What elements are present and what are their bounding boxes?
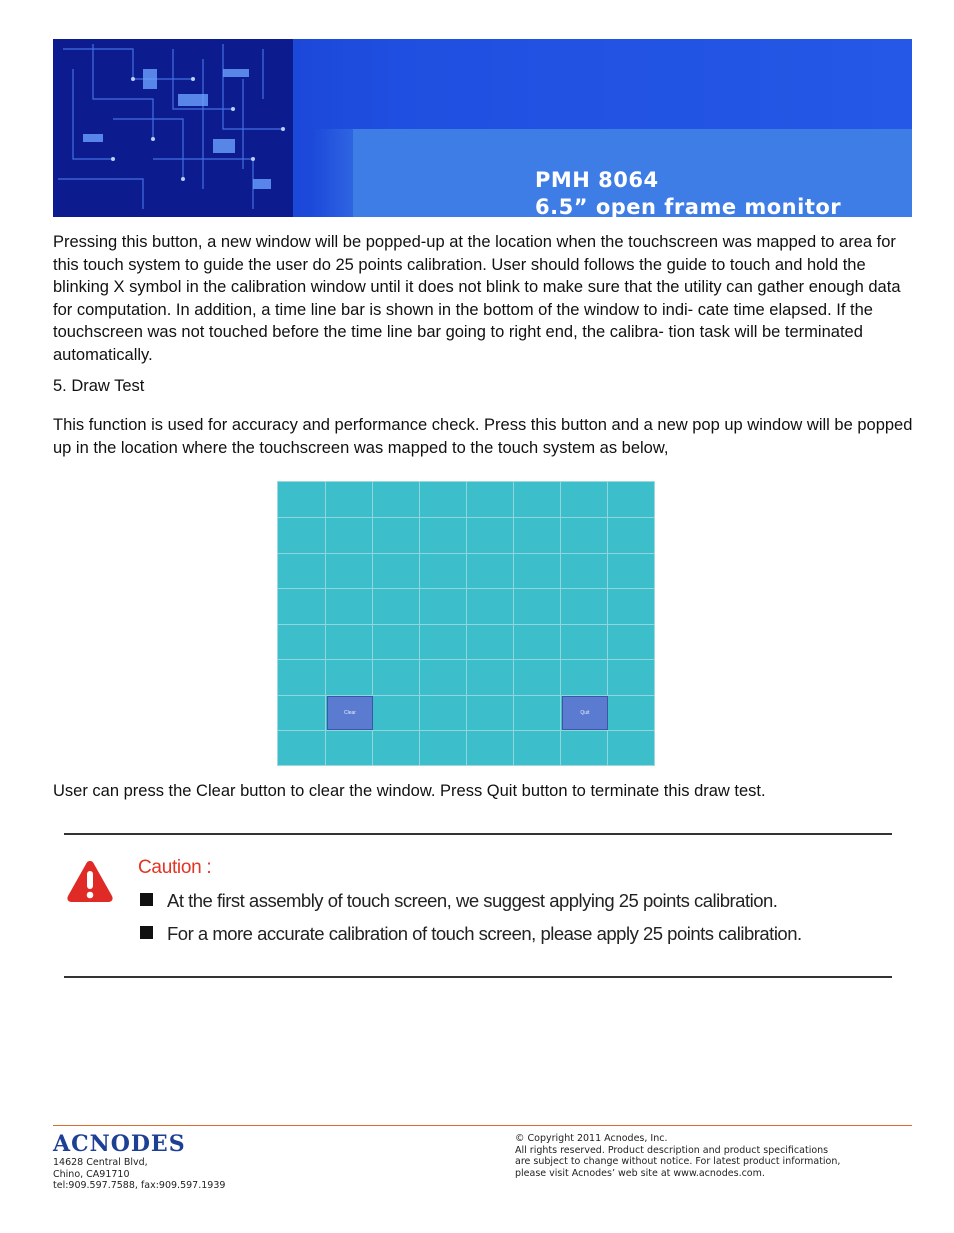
bullet-square-icon: [140, 926, 153, 939]
section-heading-draw-test: 5. Draw Test: [53, 377, 145, 395]
title-description: 6.5” open frame monitor: [535, 195, 842, 217]
draw-test-instructions: User can press the Clear button to clear the window. Press Quit button to terminate this draw test.: [53, 782, 766, 800]
draw-test-paragraph: This function is used for accuracy and performance check. Press this button and a new pop up window will be popped up in the location where the touchscreen was mapped to the touch system as below,: [53, 416, 913, 457]
caution-bottom-divider: [64, 976, 892, 978]
circuit-board-image: [53, 39, 293, 217]
copyright-line: are subject to change without notice. For latest product information,: [515, 1156, 841, 1167]
caution-item-text: At the first assembly of touch screen, we suggest applying 25 points calibration.: [167, 890, 778, 911]
warning-triangle-icon: [66, 858, 114, 904]
acnodes-logo: ACNODES: [53, 1131, 186, 1157]
grid-line: [278, 517, 654, 518]
address-line: 14628 Central Blvd,: [53, 1157, 148, 1168]
copyright-line: All rights reserved. Product description and product specifications: [515, 1144, 829, 1156]
grid-line: [278, 553, 654, 554]
caution-item-text: For a more accurate calibration of touch screen, please apply 25 points calibration.: [167, 923, 802, 944]
copyright-line: © Copyright 2011 Acnodes, Inc.: [515, 1133, 668, 1144]
grid-line: [278, 730, 654, 731]
grid-line: [278, 659, 654, 660]
address-line: Chino, CA91710: [53, 1168, 130, 1180]
calibration-paragraph: Pressing this button, a new window will be popped-up at the location when the touchscreen was mapped to area for this touch system to guide the user do 25 points calibration. User should follows the guide to touch and hold the blinking X symbol in the calibration window until it does not blink to make sure that the utility can gather enough data for computation. In addition, a time line bar is shown in the bottom of the window to indi- cate time elapsed. If the touchscreen was not touched before the time line bar going to right end, the calibra- tion task will be terminated automatically.: [53, 233, 901, 364]
draw-test-window-screenshot: [277, 481, 655, 766]
caution-title: Caution :: [138, 857, 212, 878]
footer-divider: [53, 1125, 912, 1126]
title-model: PMH 8064: [535, 168, 659, 192]
caution-top-divider: [64, 833, 892, 835]
copyright-line: please visit Acnodes’ web site at www.acnodes.com.: [515, 1167, 765, 1179]
grid-line: [278, 588, 654, 589]
quit-button[interactable]: Quit: [562, 696, 608, 730]
company-address: [53, 1157, 225, 1192]
grid-line: [278, 624, 654, 625]
page-header-banner: [53, 39, 912, 217]
bullet-square-icon: [140, 893, 153, 906]
caution-item: [140, 923, 802, 945]
caution-item: [140, 890, 777, 912]
clear-button[interactable]: Clear: [327, 696, 373, 730]
copyright-notice: [515, 1133, 885, 1179]
page-title: [535, 167, 912, 217]
phone-fax-line: tel:909.597.7588, fax:909.597.1939: [53, 1180, 226, 1191]
